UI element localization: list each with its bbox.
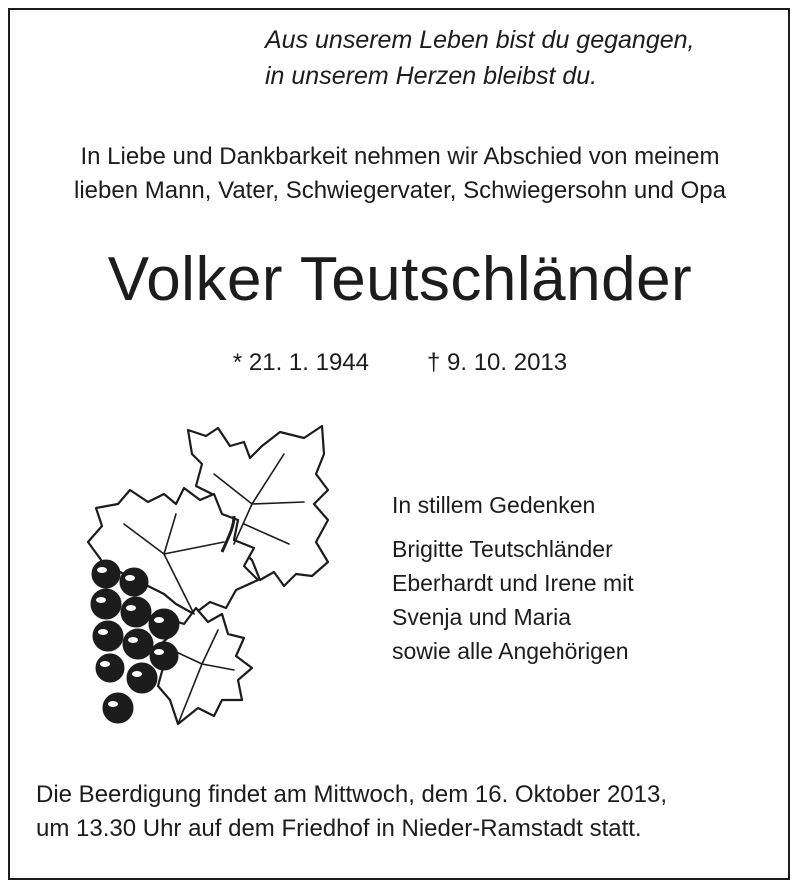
intro-text — [0, 140, 800, 208]
funeral-notice — [36, 778, 776, 846]
mourner-name: Brigitte Teutschländer — [392, 536, 613, 562]
deceased-name: Volker Teutschländer — [107, 245, 693, 314]
grapevine-icon — [84, 424, 344, 730]
motto-verse — [265, 22, 765, 94]
mourner-name: Svenja und Maria — [392, 604, 571, 630]
motto-line: Aus unserem Leben bist du gegangen, — [265, 26, 695, 54]
mourner-name: Eberhardt und Irene mit — [392, 570, 634, 596]
death-date: † 9. 10. 2013 — [427, 349, 568, 376]
funeral-line: um 13.30 Uhr auf dem Friedhof in Nieder-Ramstadt statt. — [36, 815, 642, 842]
birth-date: * 21. 1. 1944 — [232, 349, 369, 376]
intro-line: In Liebe und Dankbarkeit nehmen wir Abschied von meinem — [80, 143, 720, 170]
mourner-name: sowie alle Angehörigen — [392, 638, 629, 664]
funeral-line: Die Beerdigung findet am Mittwoch, dem 16. Oktober 2013, — [36, 781, 668, 808]
mourners-heading: In stillem Gedenken — [392, 492, 596, 518]
mourners-block — [392, 488, 752, 668]
motto-line: in unserem Herzen bleibst du. — [265, 62, 598, 90]
intro-line: lieben Mann, Vater, Schwiegervater, Schwiegersohn und Opa — [74, 177, 726, 204]
life-dates — [0, 346, 800, 380]
